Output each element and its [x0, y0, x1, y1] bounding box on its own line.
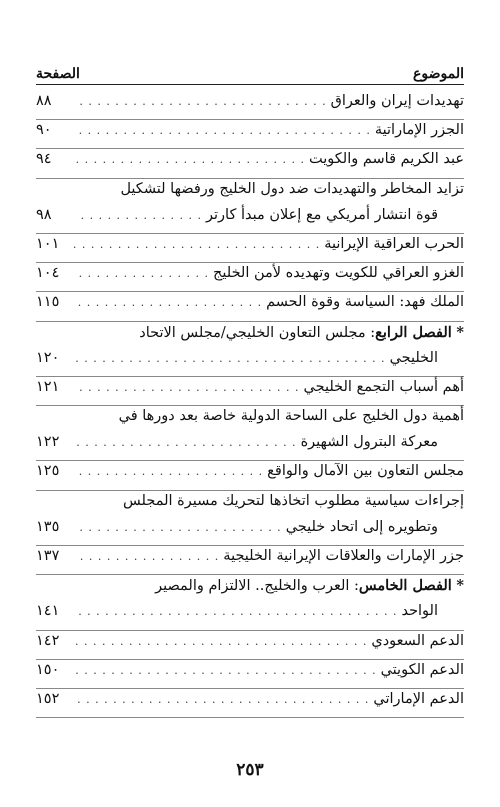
toc-entry-line — [36, 603, 464, 629]
dot-leader — [74, 436, 297, 449]
toc-entry — [36, 122, 464, 149]
entry-divider — [36, 119, 464, 120]
entry-text: الحرب العراقية الإيرانية — [324, 235, 464, 252]
entry-title — [375, 122, 464, 138]
toc-entry — [36, 691, 464, 718]
entry-page-number: ١٤٢ — [36, 632, 60, 649]
entry-text: قوة انتشار أمريكي مع إعلان مبدأ كارتر — [206, 206, 438, 223]
entry-text: : العرب والخليج.. الالتزام والمصير — [155, 578, 359, 595]
entry-title — [223, 548, 464, 564]
toc-entry-line — [36, 93, 464, 119]
entry-title — [267, 463, 464, 479]
toc-entry-line — [36, 691, 464, 717]
entry-divider — [36, 178, 464, 179]
toc-entry-line — [36, 408, 464, 434]
entry-page-number: ١٤١ — [36, 603, 60, 620]
entry-page-number: ١٣٥ — [36, 518, 60, 535]
entry-divider — [36, 574, 464, 575]
toc-entry-line — [36, 265, 464, 291]
toc-entry — [36, 379, 464, 406]
entry-divider — [36, 630, 464, 631]
toc-entry — [36, 93, 464, 120]
entry-title — [309, 151, 464, 167]
toc-entry-line — [36, 577, 464, 603]
entry-divider — [36, 376, 464, 377]
toc-header — [36, 58, 464, 82]
entry-divider — [36, 405, 464, 406]
toc-entry — [36, 408, 464, 461]
entry-divider — [36, 262, 464, 263]
entry-title — [331, 93, 464, 109]
dot-leader — [74, 124, 371, 137]
entry-page-number: ٩٤ — [36, 151, 52, 168]
entry-title — [324, 236, 464, 252]
subject-column-label: الموضوع — [413, 66, 464, 82]
entry-page-number: ١٢٠ — [36, 349, 60, 366]
entry-title — [304, 379, 464, 395]
toc-entry-line — [36, 181, 464, 207]
entry-page-number: ١٠١ — [36, 235, 60, 252]
dot-leader — [74, 693, 369, 706]
entry-title — [401, 603, 438, 619]
toc-entry-line — [36, 236, 464, 262]
entry-page-number: ٩٨ — [36, 206, 52, 223]
entry-title — [301, 434, 438, 450]
chapter-marker: * — [456, 323, 464, 341]
entry-divider — [36, 460, 464, 461]
entry-text: وتطويره إلى اتحاد خليجي — [285, 518, 438, 535]
toc-entry — [36, 463, 464, 490]
toc-entry-line — [36, 151, 464, 177]
entry-title — [381, 662, 464, 678]
entry-divider — [36, 688, 464, 689]
toc-entry-line — [36, 434, 464, 460]
toc-entry-line — [36, 207, 464, 233]
dot-leader — [74, 95, 327, 108]
dot-leader — [74, 664, 377, 677]
toc-entry — [36, 265, 464, 292]
toc-entry-line — [36, 379, 464, 405]
entry-divider — [36, 321, 464, 322]
entry-title — [286, 519, 438, 535]
entry-text: : مجلس التعاون الخليجي/مجلس الاتحاد — [139, 324, 376, 341]
dot-leader — [74, 296, 262, 309]
toc-entry — [36, 151, 464, 178]
entry-text: أهمية دول الخليج على الساحة الدولية خاصة بعد دورها في — [118, 408, 464, 425]
entry-title — [139, 324, 464, 341]
chapter-label: الفصل الخامس — [358, 577, 452, 595]
toc-entry-line — [36, 463, 464, 489]
page-number: ٢٥٣ — [236, 760, 264, 780]
entry-text: عبد الكريم قاسم والكويت — [309, 151, 464, 168]
chapter-marker: * — [456, 577, 464, 595]
dot-leader — [74, 238, 320, 251]
header-divider — [36, 84, 464, 85]
toc-entry — [36, 577, 464, 630]
page-column-label: الصفحة — [36, 66, 80, 82]
toc-entry-line — [36, 519, 464, 545]
entry-page-number: ٨٨ — [36, 93, 52, 109]
dot-leader — [74, 209, 202, 222]
entry-title — [123, 493, 464, 509]
entry-title — [266, 294, 464, 310]
entry-divider — [36, 659, 464, 660]
entry-page-number: ١٥٢ — [36, 690, 60, 707]
entry-text: تهديدات إيران والعراق — [330, 93, 464, 109]
dot-leader — [74, 153, 305, 166]
dot-leader — [74, 550, 219, 563]
toc-entry — [36, 324, 464, 377]
entry-title — [373, 691, 464, 707]
entry-divider — [36, 291, 464, 292]
entry-text: الخليجي — [389, 349, 438, 366]
toc-entry-line — [36, 294, 464, 320]
entry-title — [119, 408, 464, 424]
entry-title — [371, 633, 464, 649]
entry-page-number: ١٣٧ — [36, 548, 60, 564]
toc-entry-line — [36, 548, 464, 574]
entry-page-number: ١٢٥ — [36, 463, 60, 480]
toc-list — [36, 93, 464, 718]
toc-entry-line — [36, 633, 464, 659]
entry-divider — [36, 545, 464, 546]
toc-entry — [36, 633, 464, 660]
dot-leader — [74, 605, 397, 618]
dot-leader — [74, 465, 263, 478]
entry-text: أهم أسباب التجمع الخليجي — [303, 378, 464, 395]
entry-page-number: ١١٥ — [36, 294, 60, 311]
toc-entry — [36, 662, 464, 689]
dot-leader — [74, 352, 386, 365]
entry-page-number: ١٢١ — [36, 378, 60, 395]
entry-text: الجزر الإماراتية — [374, 122, 464, 139]
entry-text: الدعم الكويتي — [380, 661, 464, 678]
entry-text: الغزو العراقي للكويت وتهديده لأمن الخليج — [213, 265, 464, 282]
entry-title — [206, 207, 438, 223]
toc-entry — [36, 236, 464, 263]
entry-text: إجراءات سياسية مطلوب اتخاذها لتحريك مسيرة المجلس — [123, 492, 464, 509]
entry-title — [390, 350, 438, 366]
entry-title — [155, 577, 464, 594]
entry-text: الواحد — [401, 603, 438, 620]
entry-page-number: ١٢٢ — [36, 434, 60, 451]
dot-leader — [74, 267, 209, 280]
entry-divider — [36, 148, 464, 149]
toc-page — [36, 58, 464, 720]
toc-entry-line — [36, 122, 464, 148]
entry-divider — [36, 233, 464, 234]
toc-entry-line — [36, 324, 464, 350]
toc-entry-line — [36, 350, 464, 376]
entry-title — [213, 265, 464, 281]
entry-text: معركة البترول الشهيرة — [300, 434, 438, 451]
entry-title — [120, 181, 464, 197]
entry-page-number: ١٠٤ — [36, 265, 60, 282]
toc-entry-line — [36, 493, 464, 519]
toc-entry-line — [36, 662, 464, 688]
chapter-label: الفصل الرابع — [375, 323, 452, 341]
entry-text: الدعم الإماراتي — [373, 690, 464, 707]
entry-divider — [36, 717, 464, 718]
entry-text: جزر الإمارات والعلاقات الإيرانية الخليجية — [223, 548, 464, 564]
dot-leader — [74, 635, 367, 648]
toc-entry — [36, 181, 464, 234]
dot-leader — [74, 381, 300, 394]
entry-divider — [36, 490, 464, 491]
dot-leader — [74, 521, 282, 534]
entry-text: الدعم السعودي — [371, 632, 464, 649]
entry-page-number: ٩٠ — [36, 122, 52, 139]
toc-entry — [36, 294, 464, 321]
toc-entry — [36, 493, 464, 546]
entry-text: الملك فهد: السياسة وقوة الحسم — [266, 294, 464, 311]
entry-page-number: ١٥٠ — [36, 661, 60, 678]
toc-entry — [36, 548, 464, 575]
entry-text: مجلس التعاون بين الآمال والواقع — [267, 463, 464, 480]
entry-text: تزايد المخاطر والتهديدات ضد دول الخليج ورفضها لتشكيل — [120, 180, 464, 197]
